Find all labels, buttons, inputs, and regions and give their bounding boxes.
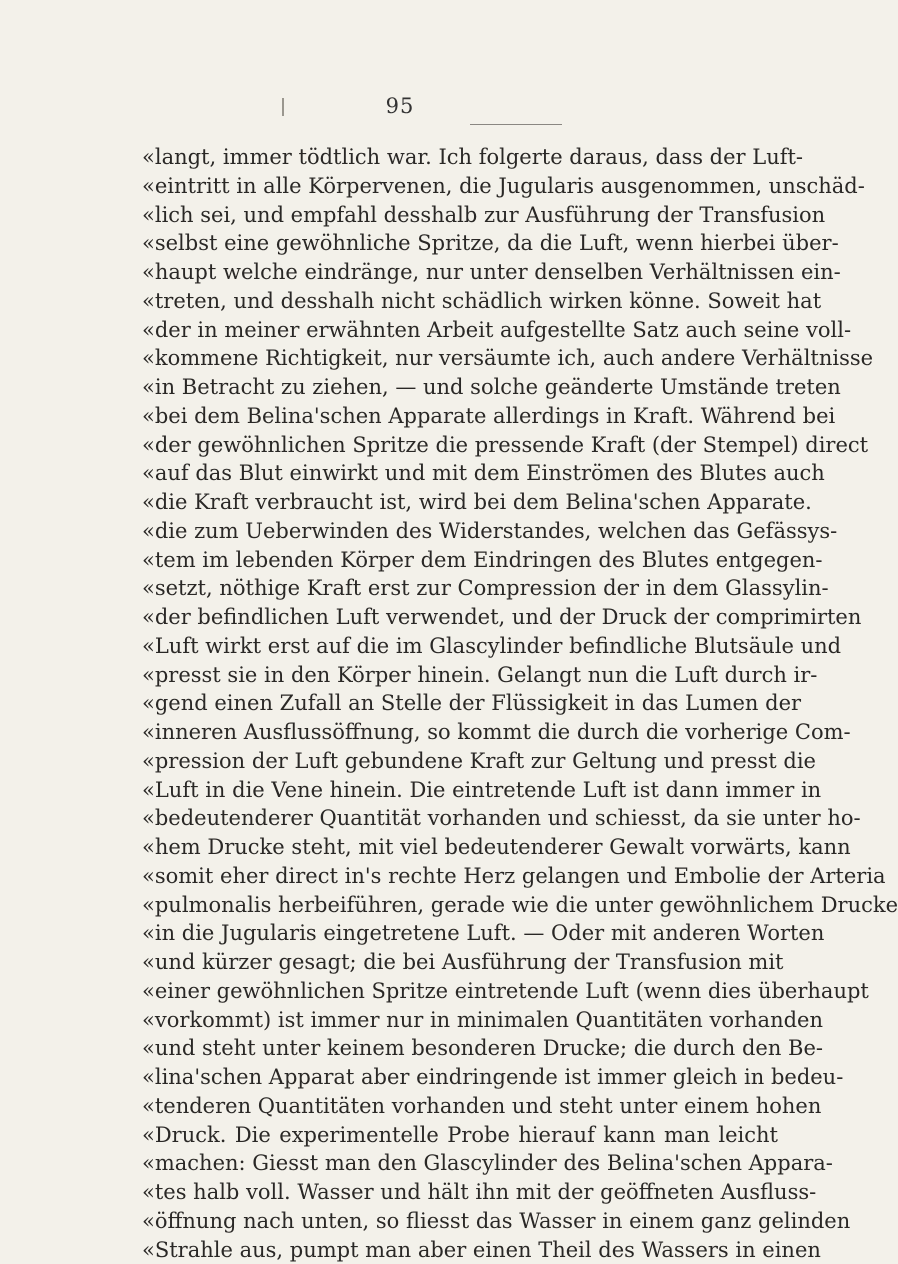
text-line: «auf das Blut einwirkt und mit dem Einströmen des Blutes auch [142,461,825,486]
text-line: «die Kraft verbraucht ist, wird bei dem Belina'schen Apparate. [142,490,812,514]
text-line: «gend einen Zufall an Stelle der Flüssigkeit in das Lumen der [142,691,802,716]
text-line: «inneren Ausflussöffnung, so kommt die durch die vorherige Com- [142,720,851,744]
text-line: «bedeutenderer Quantität vorhanden und schiesst, da sie unter ho- [142,806,861,831]
text-line: «eintritt in alle Körpervenen, die Jugularis ausgenommen, unschäd- [142,173,865,198]
text-line: «bei dem Belina'schen Apparate allerdings in Kraft. Während bei [142,403,836,428]
text-line: «tem im lebenden Körper dem Eindringen des Blutes entgegen- [142,547,823,572]
text-line: «in Betracht zu ziehen, — und solche geänderte Umstände treten [142,375,841,399]
text-line: «somit eher direct in's rechte Herz gelangen und Embolie der Arteria [142,863,886,888]
text-line: «pulmonalis herbeiführen, gerade wie die unter gewöhnlichem Drucke [142,892,898,917]
text-line: «Strahle aus, pumpt man aber einen Theil des Wassers in einen [142,1237,821,1262]
text-line: «in die Jugularis eingetretene Luft. — Oder mit anderen Worten [142,921,825,946]
text-line: «und steht unter keinem besonderen Drucke; die durch den Be- [142,1036,824,1061]
text-line: «kommene Richtigkeit, nur versäumte ich, auch andere Verhältnisse [142,346,874,371]
text-line: «Luft in die Vene hinein. Die eintretende Luft ist dann immer in [142,777,822,802]
text-line: «einer gewöhnlichen Spritze eintretende Luft (wenn dies überhaupt [142,978,869,1003]
text-line: «haupt welche eindränge, nur unter denselben Verhältnissen ein- [142,260,841,284]
text-line: «der in meiner erwähnten Arbeit aufgestellte Satz auch seine voll- [142,317,852,342]
text-line: «lich sei, und empfahl desshalb zur Ausführung der Transfusion [142,202,826,227]
text-line: «vorkommt) ist immer nur in minimalen Quantitäten vorhanden [142,1007,823,1032]
text-line: «selbst eine gewöhnliche Spritze, da die Luft, wenn hierbei über- [142,231,839,256]
text-line: «tes halb voll. Wasser und hält ihn mit der geöffneten Ausfluss- [142,1180,817,1204]
text-line: «setzt, nöthige Kraft erst zur Compression der in dem Glassylin- [142,576,829,601]
text-line: «tenderen Quantitäten vorhanden und steht unter einem hohen [142,1093,822,1118]
page-number: 95 [385,94,415,118]
text-line: «pression der Luft gebundene Kraft zur Geltung und presst die [142,748,816,773]
text-line: «machen: Giesst man den Glascylinder des Belina'schen Appara- [142,1151,833,1176]
text-line: «presst sie in den Körper hinein. Gelangt nun die Luft durch ir- [142,662,818,687]
text-line: «hem Drucke steht, mit viel bedeutenderer Gewalt vorwärts, kann [142,835,851,859]
text-line: «öffnung nach unten, so fliesst das Wasser in einem ganz gelinden [142,1208,851,1233]
text-line: «der befindlichen Luft verwendet, und der Druck der comprimirten [142,605,862,629]
text-line: «treten, und desshalh nicht schädlich wirken könne. Soweit hat [142,288,822,313]
text-line: «der gewöhnlichen Spritze die pressende Kraft (der Stempel) direct [142,432,869,457]
page-number-rule [470,124,562,125]
text-line: «Druck. Die experimentelle Probe hierauf kann man leicht [142,1122,778,1147]
body-text [142,143,898,1264]
text-line: «und kürzer gesagt; die bei Ausführung der Transfusion mit [142,950,784,974]
text-line: «die zum Ueberwinden des Widerstandes, welchen das Gefässys- [142,518,838,543]
text-line: «langt, immer tödtlich war. Ich folgerte daraus, dass der Luft- [142,145,804,169]
text-line: «Luft wirkt erst auf die im Glascylinder befindliche Blutsäule und [142,633,842,658]
text-line: «lina'schen Apparat aber eindringende ist immer gleich in bedeu- [142,1065,844,1089]
